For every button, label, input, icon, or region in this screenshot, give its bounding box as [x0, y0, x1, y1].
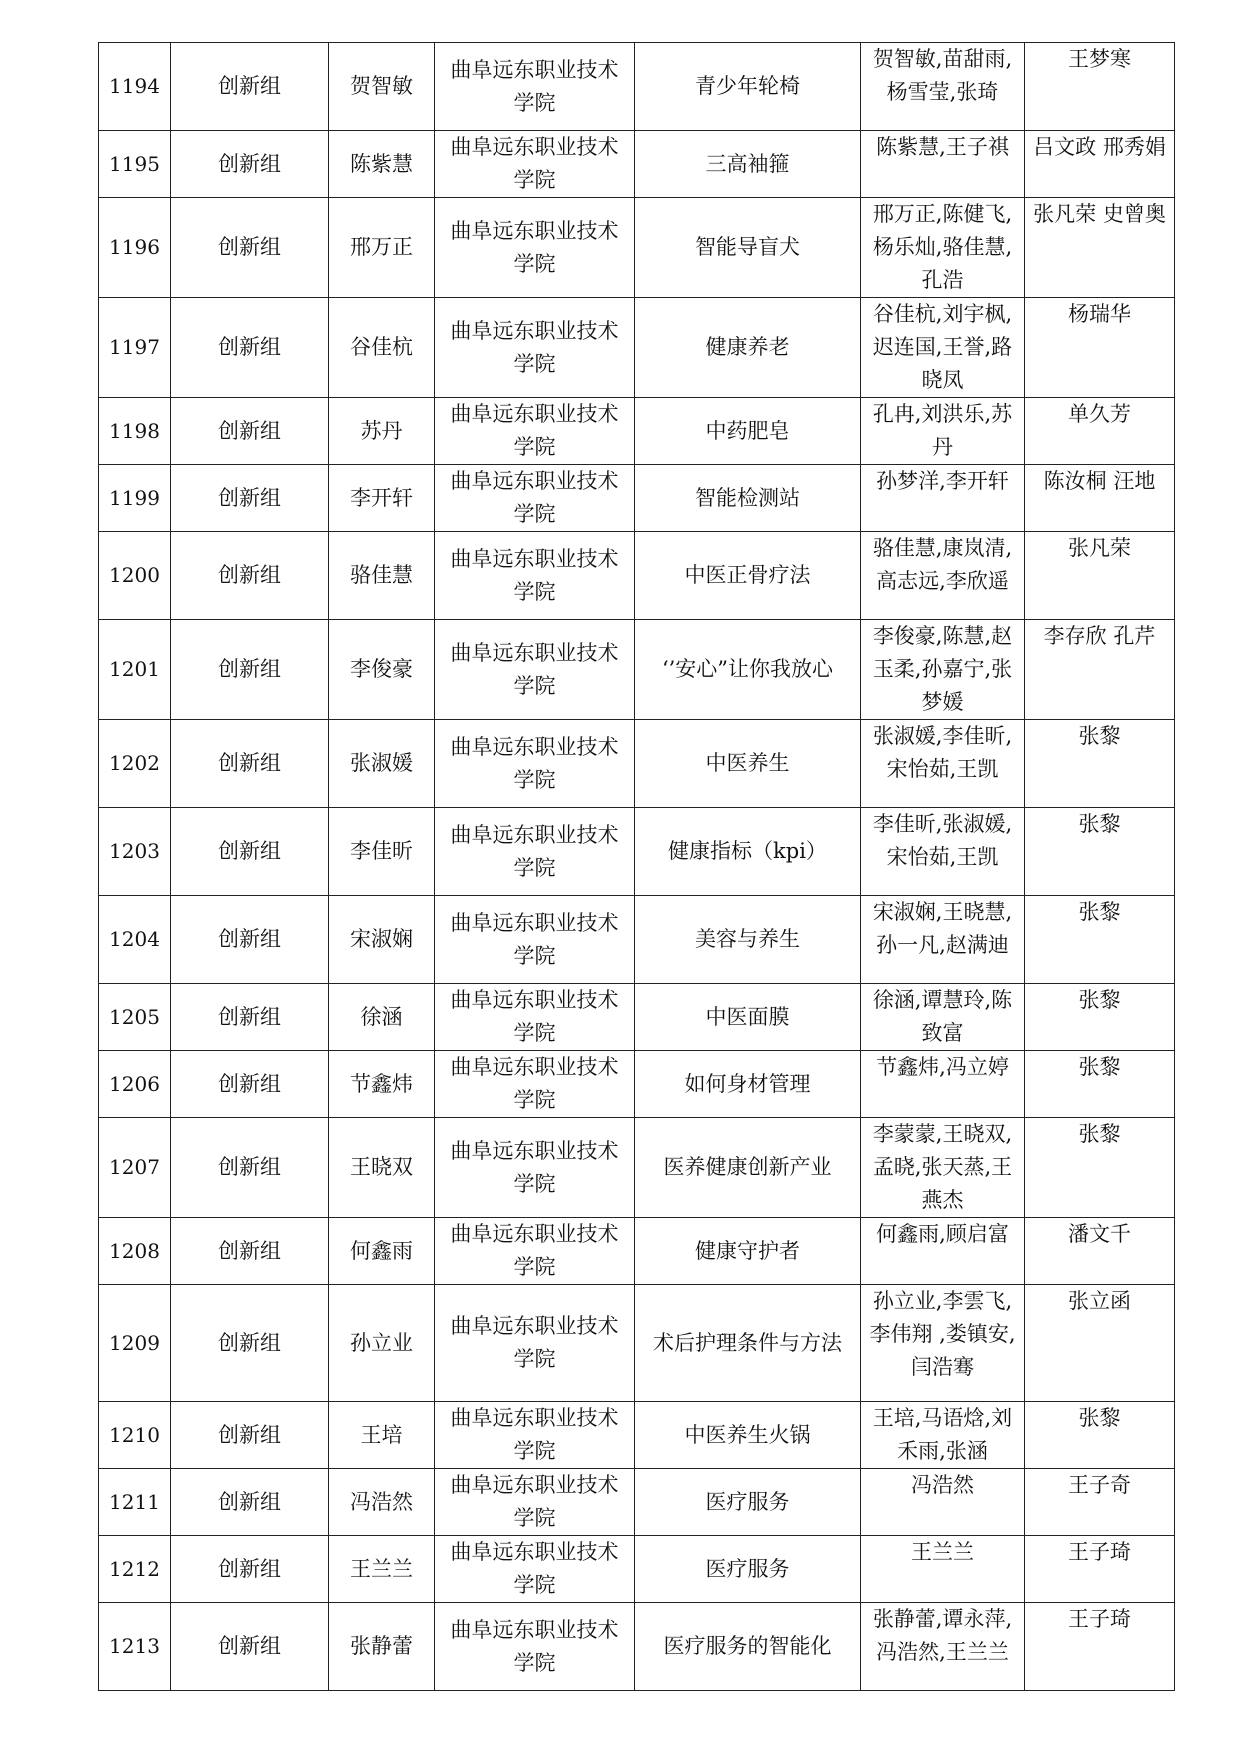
project-title-cell: 医疗服务: [635, 1469, 861, 1536]
entry-number-cell: 1194: [99, 43, 171, 131]
project-title-cell: 医疗服务: [635, 1536, 861, 1603]
leader-name-cell: 李开轩: [329, 465, 435, 532]
table-row: [99, 1536, 1175, 1603]
project-title-cell: 医疗服务的智能化: [635, 1603, 861, 1691]
table-body: [99, 43, 1175, 1691]
entry-number-cell: 1213: [99, 1603, 171, 1691]
advisor-cell: 潘文千: [1025, 1218, 1175, 1285]
table-row: [99, 1285, 1175, 1402]
leader-name-cell: 苏丹: [329, 398, 435, 465]
project-title-cell: 中医养生火锅: [635, 1402, 861, 1469]
table-row: [99, 298, 1175, 398]
advisor-cell: 张立函: [1025, 1285, 1175, 1402]
school-cell: 曲阜远东职业技术学院: [435, 532, 635, 620]
group-cell: 创新组: [171, 720, 329, 808]
leader-name-cell: 王培: [329, 1402, 435, 1469]
advisor-cell: 杨瑞华: [1025, 298, 1175, 398]
advisor-cell: 陈汝桐 汪地: [1025, 465, 1175, 532]
leader-name-cell: 王兰兰: [329, 1536, 435, 1603]
group-cell: 创新组: [171, 465, 329, 532]
team-members-cell: 谷佳杭,刘宇枫,迟连国,王誉,路晓凤: [861, 298, 1025, 398]
group-cell: 创新组: [171, 298, 329, 398]
table-row: [99, 984, 1175, 1051]
group-cell: 创新组: [171, 1118, 329, 1218]
entry-number-cell: 1208: [99, 1218, 171, 1285]
advisor-cell: 王子琦: [1025, 1603, 1175, 1691]
school-cell: 曲阜远东职业技术学院: [435, 720, 635, 808]
leader-name-cell: 张淑媛: [329, 720, 435, 808]
advisor-cell: 张黎: [1025, 896, 1175, 984]
entry-number-cell: 1196: [99, 198, 171, 298]
project-title-cell: 如何身材管理: [635, 1051, 861, 1118]
project-title-cell: 中医养生: [635, 720, 861, 808]
advisor-cell: 张凡荣: [1025, 532, 1175, 620]
leader-name-cell: 谷佳杭: [329, 298, 435, 398]
table-row: [99, 398, 1175, 465]
group-cell: 创新组: [171, 896, 329, 984]
entry-number-cell: 1210: [99, 1402, 171, 1469]
project-title-cell: 青少年轮椅: [635, 43, 861, 131]
school-cell: 曲阜远东职业技术学院: [435, 131, 635, 198]
project-title-cell: 中医面膜: [635, 984, 861, 1051]
leader-name-cell: 节鑫炜: [329, 1051, 435, 1118]
team-members-cell: 邢万正,陈健飞,杨乐灿,骆佳慧,孔浩: [861, 198, 1025, 298]
advisor-cell: 张凡荣 史曾奥: [1025, 198, 1175, 298]
table-row: [99, 465, 1175, 532]
project-title-cell: 健康指标（kpi）: [635, 808, 861, 896]
group-cell: 创新组: [171, 131, 329, 198]
table-row: [99, 1051, 1175, 1118]
school-cell: 曲阜远东职业技术学院: [435, 620, 635, 720]
table-row: [99, 1218, 1175, 1285]
project-title-cell: 三高袖箍: [635, 131, 861, 198]
team-members-cell: 张静蕾,谭永萍,冯浩然,王兰兰: [861, 1603, 1025, 1691]
project-title-cell: 智能导盲犬: [635, 198, 861, 298]
team-members-cell: 徐涵,谭慧玲,陈致富: [861, 984, 1025, 1051]
school-cell: 曲阜远东职业技术学院: [435, 1603, 635, 1691]
team-members-cell: 孔冉,刘洪乐,苏丹: [861, 398, 1025, 465]
entry-number-cell: 1205: [99, 984, 171, 1051]
advisor-cell: 吕文政 邢秀娟: [1025, 131, 1175, 198]
team-members-cell: 孙立业,李雲飞,李伟翔 ,娄镇安,闫浩骞: [861, 1285, 1025, 1402]
team-members-cell: 节鑫炜,冯立婷: [861, 1051, 1025, 1118]
entry-number-cell: 1203: [99, 808, 171, 896]
school-cell: 曲阜远东职业技术学院: [435, 1118, 635, 1218]
group-cell: 创新组: [171, 1285, 329, 1402]
school-cell: 曲阜远东职业技术学院: [435, 298, 635, 398]
group-cell: 创新组: [171, 198, 329, 298]
table-row: [99, 1118, 1175, 1218]
entry-number-cell: 1209: [99, 1285, 171, 1402]
table-row: [99, 620, 1175, 720]
table-row: [99, 131, 1175, 198]
group-cell: 创新组: [171, 1536, 329, 1603]
leader-name-cell: 何鑫雨: [329, 1218, 435, 1285]
advisor-cell: 李存欣 孔芹: [1025, 620, 1175, 720]
leader-name-cell: 徐涵: [329, 984, 435, 1051]
table-row: [99, 198, 1175, 298]
leader-name-cell: 邢万正: [329, 198, 435, 298]
team-members-cell: 李俊豪,陈慧,赵玉柔,孙嘉宁,张梦媛: [861, 620, 1025, 720]
project-title-cell: 美容与养生: [635, 896, 861, 984]
leader-name-cell: 骆佳慧: [329, 532, 435, 620]
team-members-cell: 何鑫雨,顾启富: [861, 1218, 1025, 1285]
table-row: [99, 1603, 1175, 1691]
entry-number-cell: 1201: [99, 620, 171, 720]
entry-number-cell: 1211: [99, 1469, 171, 1536]
school-cell: 曲阜远东职业技术学院: [435, 465, 635, 532]
leader-name-cell: 张静蕾: [329, 1603, 435, 1691]
school-cell: 曲阜远东职业技术学院: [435, 1469, 635, 1536]
leader-name-cell: 王晓双: [329, 1118, 435, 1218]
group-cell: 创新组: [171, 808, 329, 896]
group-cell: 创新组: [171, 984, 329, 1051]
school-cell: 曲阜远东职业技术学院: [435, 1218, 635, 1285]
project-title-cell: 医养健康创新产业: [635, 1118, 861, 1218]
group-cell: 创新组: [171, 620, 329, 720]
leader-name-cell: 贺智敏: [329, 43, 435, 131]
advisor-cell: 王子奇: [1025, 1469, 1175, 1536]
team-members-cell: 王兰兰: [861, 1536, 1025, 1603]
group-cell: 创新组: [171, 1402, 329, 1469]
entry-number-cell: 1204: [99, 896, 171, 984]
table-row: [99, 896, 1175, 984]
team-members-cell: 孙梦洋,李开轩: [861, 465, 1025, 532]
team-members-cell: 陈紫慧,王子祺: [861, 131, 1025, 198]
entry-number-cell: 1197: [99, 298, 171, 398]
entry-number-cell: 1202: [99, 720, 171, 808]
team-members-cell: 王培,马语焓,刘禾雨,张涵: [861, 1402, 1025, 1469]
entry-number-cell: 1195: [99, 131, 171, 198]
advisor-cell: 张黎: [1025, 984, 1175, 1051]
team-members-cell: 宋淑娴,王晓慧,孙一凡,赵满迪: [861, 896, 1025, 984]
project-title-cell: 智能检测站: [635, 465, 861, 532]
group-cell: 创新组: [171, 1051, 329, 1118]
project-title-cell: 中药肥皂: [635, 398, 861, 465]
project-title-cell: 中医正骨疗法: [635, 532, 861, 620]
advisor-cell: 张黎: [1025, 1402, 1175, 1469]
project-title-cell: 健康养老: [635, 298, 861, 398]
school-cell: 曲阜远东职业技术学院: [435, 198, 635, 298]
group-cell: 创新组: [171, 43, 329, 131]
registration-table-page: [98, 42, 1174, 1691]
team-members-cell: 贺智敏,苗甜雨,杨雪莹,张琦: [861, 43, 1025, 131]
leader-name-cell: 孙立业: [329, 1285, 435, 1402]
project-title-cell: 健康守护者: [635, 1218, 861, 1285]
school-cell: 曲阜远东职业技术学院: [435, 1051, 635, 1118]
project-title-cell: 术后护理条件与方法: [635, 1285, 861, 1402]
advisor-cell: 王梦寒: [1025, 43, 1175, 131]
school-cell: 曲阜远东职业技术学院: [435, 896, 635, 984]
advisor-cell: 单久芳: [1025, 398, 1175, 465]
entry-number-cell: 1198: [99, 398, 171, 465]
leader-name-cell: 李佳昕: [329, 808, 435, 896]
advisor-cell: 王子琦: [1025, 1536, 1175, 1603]
entry-number-cell: 1212: [99, 1536, 171, 1603]
school-cell: 曲阜远东职业技术学院: [435, 808, 635, 896]
advisor-cell: 张黎: [1025, 1051, 1175, 1118]
school-cell: 曲阜远东职业技术学院: [435, 43, 635, 131]
team-members-cell: 骆佳慧,康岚清,高志远,李欣遥: [861, 532, 1025, 620]
table-row: [99, 1402, 1175, 1469]
advisor-cell: 张黎: [1025, 720, 1175, 808]
team-members-cell: 冯浩然: [861, 1469, 1025, 1536]
entry-number-cell: 1207: [99, 1118, 171, 1218]
table-row: [99, 43, 1175, 131]
entry-number-cell: 1206: [99, 1051, 171, 1118]
school-cell: 曲阜远东职业技术学院: [435, 398, 635, 465]
school-cell: 曲阜远东职业技术学院: [435, 1536, 635, 1603]
leader-name-cell: 陈紫慧: [329, 131, 435, 198]
registration-table: [98, 42, 1175, 1691]
group-cell: 创新组: [171, 1603, 329, 1691]
advisor-cell: 张黎: [1025, 808, 1175, 896]
table-row: [99, 720, 1175, 808]
table-row: [99, 1469, 1175, 1536]
leader-name-cell: 李俊豪: [329, 620, 435, 720]
group-cell: 创新组: [171, 532, 329, 620]
school-cell: 曲阜远东职业技术学院: [435, 984, 635, 1051]
leader-name-cell: 宋淑娴: [329, 896, 435, 984]
project-title-cell: ‘’安心”让你我放心: [635, 620, 861, 720]
team-members-cell: 张淑媛,李佳昕,宋怡茹,王凯: [861, 720, 1025, 808]
leader-name-cell: 冯浩然: [329, 1469, 435, 1536]
group-cell: 创新组: [171, 1218, 329, 1285]
entry-number-cell: 1199: [99, 465, 171, 532]
school-cell: 曲阜远东职业技术学院: [435, 1285, 635, 1402]
group-cell: 创新组: [171, 398, 329, 465]
team-members-cell: 李蒙蒙,王晓双,孟晓,张天蒸,王燕杰: [861, 1118, 1025, 1218]
team-members-cell: 李佳昕,张淑媛,宋怡茹,王凯: [861, 808, 1025, 896]
table-row: [99, 808, 1175, 896]
entry-number-cell: 1200: [99, 532, 171, 620]
school-cell: 曲阜远东职业技术学院: [435, 1402, 635, 1469]
advisor-cell: 张黎: [1025, 1118, 1175, 1218]
table-row: [99, 532, 1175, 620]
group-cell: 创新组: [171, 1469, 329, 1536]
